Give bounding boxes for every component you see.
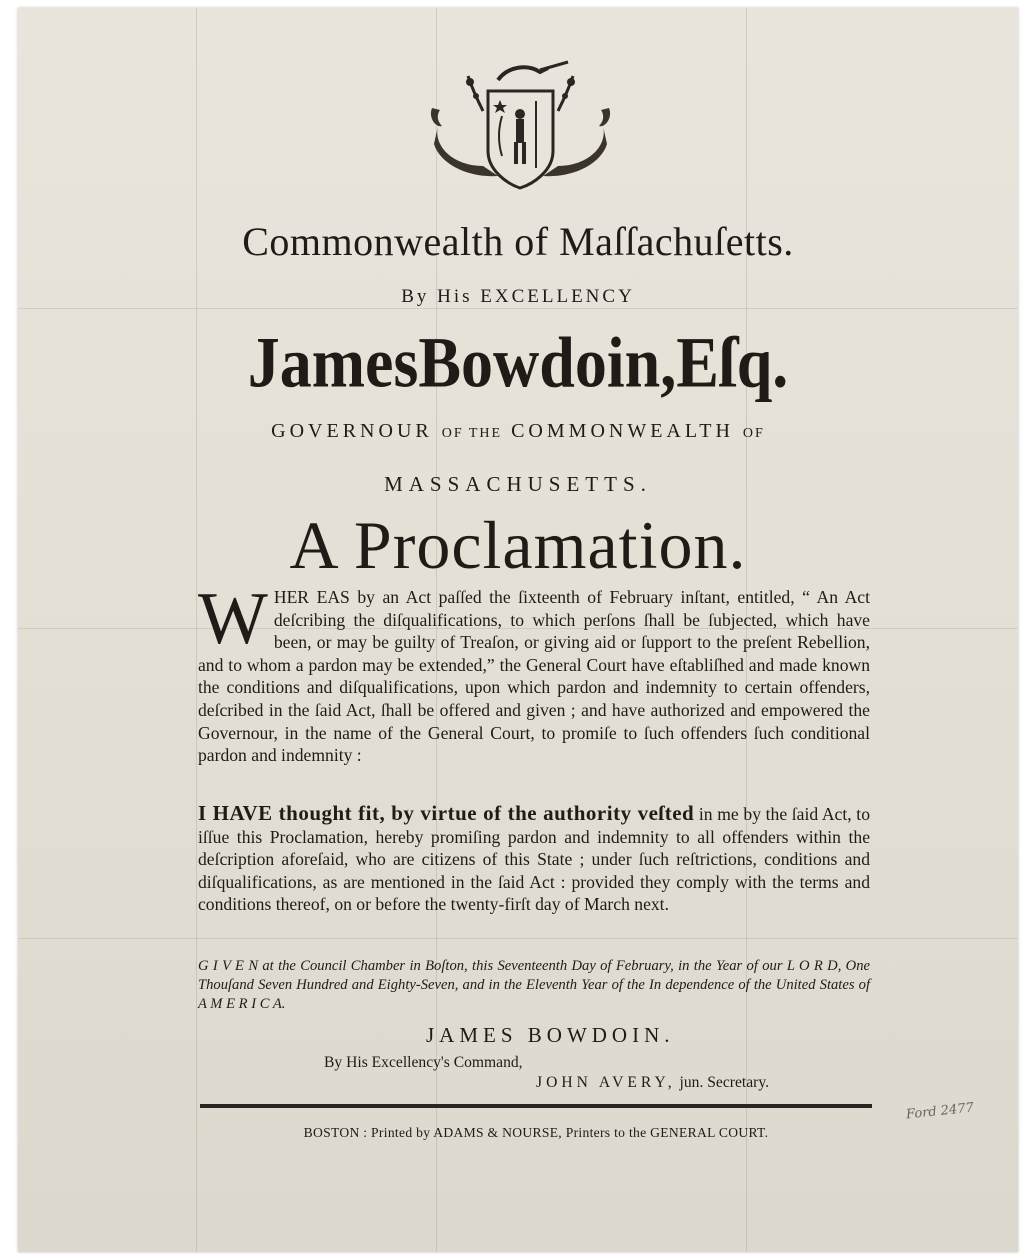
fold-line bbox=[18, 938, 1018, 939]
fold-line bbox=[196, 8, 197, 1252]
divider bbox=[200, 1104, 872, 1108]
state-seal-icon bbox=[428, 56, 613, 201]
governor-title-part: GOVERNOUR bbox=[271, 420, 433, 442]
printer-imprint: BOSTON : Printed by ADAMS & NOURSE, Printers to the GENERAL COURT. bbox=[303, 1125, 769, 1140]
drop-cap: W bbox=[198, 578, 268, 660]
paragraph-lead: I HAVE thought fit, by virtue of the authority veſted bbox=[198, 801, 695, 825]
governor-title-of: OF THE bbox=[441, 426, 503, 441]
paragraph-whereas bbox=[198, 578, 870, 767]
paragraph-text: in me by the ſaid Act, to iſſue this Proclamation, hereby promiſing pardon and indemnity to all offenders within the deſcription aforeſaid, who are citizens of this State ; under ſuch reſtrictions, conditions and diſqualifications, as are mentioned in the ſaid Act : provided they comply with the terms and conditions thereof, on or before the twenty-firſt day of March next. bbox=[198, 804, 870, 915]
paragraph-declaration bbox=[198, 802, 870, 916]
paragraph-text: HER EAS by an Act paſſed the ſixteenth of February inſtant, entitled, “ An Act deſcribing the diſqualifications, to which perſons ſhall be ſubjected, which have been, or may be guilty of Treaſon, or giving aid or ſupport to the preſent Rebellion, and to whom a pardon may be extended,” the General Court have eſtabliſhed and made known the conditions and diſqualifications, upon which pardon and indemnity to certain offenders, deſcribed in the ſaid Act, ſhall be offered and given ; and have authorized and empowered the Governour, in the name of the General Court, to promiſe to ſuch offenders ſuch conditional pardon and indemnity : bbox=[198, 587, 870, 766]
page-title: Commonwealth of Maſſachuſetts. bbox=[242, 219, 794, 264]
secretary-name: JOHN AVERY, bbox=[536, 1074, 676, 1091]
governor-title bbox=[18, 420, 1018, 443]
governor-name: JamesBowdoin,Eſq. bbox=[247, 322, 789, 403]
governor-title-of: OF bbox=[742, 426, 765, 441]
given-statement: G I V E N at the Council Chamber in Boſton, this Seventeenth Day of February, in the Year of our L O R D, One Thouſand Seven Hundred and Eighty-Seven, and in the Eleventh Year of the In dependence of the United States of A M E R I C A. bbox=[198, 958, 870, 1012]
broadside-sheet bbox=[18, 8, 1018, 1252]
governor-title-part: COMMONWEALTH bbox=[511, 420, 734, 442]
by-line: By His EXCELLENCY bbox=[401, 286, 635, 307]
signature: JAMES BOWDOIN. bbox=[426, 1023, 675, 1047]
state-name: MASSACHUSETTS. bbox=[384, 472, 652, 496]
fold-line bbox=[18, 308, 1018, 309]
handwritten-note: Ford 2477 bbox=[905, 1100, 975, 1123]
command-line: By His Excellency's Command, bbox=[324, 1054, 523, 1071]
proclamation-heading: A Proclamation. bbox=[289, 507, 747, 583]
secretary-title: jun. Secretary. bbox=[679, 1074, 770, 1091]
secretary-line bbox=[536, 1074, 769, 1092]
